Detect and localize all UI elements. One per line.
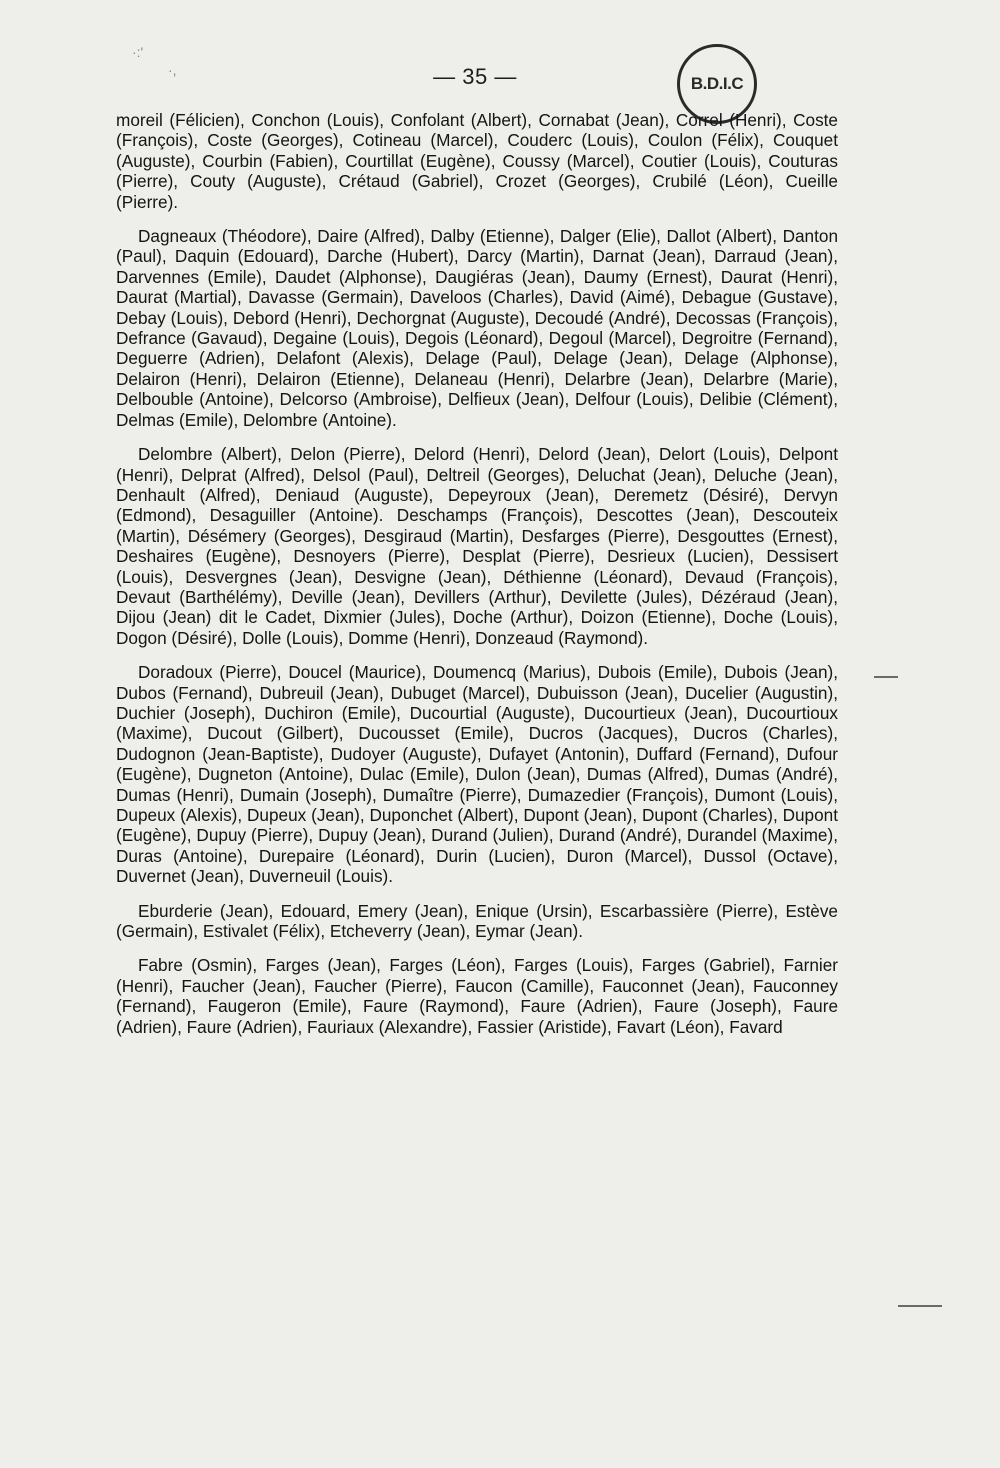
paragraph-c-names: moreil (Félicien), Conchon (Louis), Confolant (Albert), Cornabat (Jean), Correl (Henri), Coste (François), Coste (Georges), Cotineau (Marcel), Couderc (Louis), Coulon (Félix), Couquet (Auguste), Courbin (Fabien), Courtillat (Eugène), Coussy (Marcel), Coutier (Louis), Couturas (Pierre), Couty (Auguste), Crétaud (Gabriel), Crozet (Georges), Crubilé (Léon), Cueille (Pierre). bbox=[116, 110, 838, 212]
stamp-label: B.D.I.C bbox=[690, 74, 744, 93]
name-list bbox=[116, 110, 838, 1051]
scan-speck: ·:' bbox=[132, 44, 144, 60]
margin-mark bbox=[874, 676, 898, 678]
paragraph-f-names: Fabre (Osmin), Farges (Jean), Farges (Léon), Farges (Louis), Farges (Gabriel), Farnier (Henri), Faucher (Jean), Faucher (Pierre), Faucon (Camille), Fauconnet (Jean), Fauconney (Fernand), Faugeron (Emile), Faure (Raymond), Faure (Adrien), Faure (Joseph), Faure (Adrien), Faure (Adrien), Fauriaux (Alexandre), Fassier (Aristide), Favart (Léon), Favard bbox=[116, 955, 838, 1037]
page-header bbox=[0, 58, 1000, 98]
paragraph-del-don-names: Delombre (Albert), Delon (Pierre), Delord (Henri), Delord (Jean), Delort (Louis), Delpont (Henri), Delprat (Alfred), Delsol (Paul), Deltreil (Georges), Deluchat (Jean), Deluche (Jean), Denhault (Alfred), Deniaud (Auguste), Depeyroux (Jean), Deremetz (Désiré), Dervyn (Edmond), Desaguiller (Antoine). Deschamps (François), Descottes (Jean), Descouteix (Martin), Désémery (Georges), Desgiraud (Martin), Desfarges (Pierre), Desgouttes (Ernest), Deshaires (Eugène), Desnoyers (Pierre), Desplat (Pierre), Desrieux (Lucien), Dessisert (Louis), Desvergnes (Jean), Desvigne (Jean), Déthienne (Léonard), Devaud (François), Devaut (Barthélémy), Deville (Jean), Devillers (Arthur), Devilette (Jules), Dézéraud (Jean), Dijou (Jean) dit le Cadet, Dixmier (Jules), Doche (Arthur), Doizon (Etienne), Doche (Louis), Dogon (Désiré), Dolle (Louis), Domme (Henri), Donzeaud (Raymond). bbox=[116, 444, 838, 648]
page-number: — 35 — bbox=[433, 64, 517, 89]
scan-speck: ·, bbox=[168, 62, 177, 78]
margin-mark bbox=[898, 1305, 942, 1307]
paragraph-e-names: Eburderie (Jean), Edouard, Emery (Jean), Enique (Ursin), Escarbassière (Pierre), Estève (Germain), Estivalet (Félix), Etcheverry (Jean), Eymar (Jean). bbox=[116, 900, 838, 942]
paragraph-da-de-names: Dagneaux (Théodore), Daire (Alfred), Dalby (Etienne), Dalger (Elie), Dallot (Albert), Danton (Paul), Daquin (Edouard), Darche (Hubert), Darcy (Martin), Darnat (Jean), Darraud (Jean), Darvennes (Emile), Daudet (Alphonse), Daugiéras (Jean), Daumy (Ernest), Daurat (Henri), Daurat (Martial), Davasse (Germain), Daveloos (Charles), David (Aimé), Debague (Gustave), Debay (Louis), Debord (Henri), Dechorgnat (Auguste), Decoudé (André), Decossas (François), Defrance (Gavaud), Degaine (Louis), Degois (Léonard), Degoul (Marcel), Degroitre (Fernand), Deguerre (Adrien), Delafont (Alexis), Delage (Paul), Delage (Jean), Delage (Alphonse), Delairon (Henri), Delairon (Etienne), Delaneau (Henri), Delarbre (Jean), Delarbre (Marie), Delbouble (Antoine), Delcorso (Ambroise), Delfieux (Jean), Delfour (Louis), Delibie (Clément), Delmas (Emile), Delombre (Antoine). bbox=[116, 226, 838, 430]
paragraph-dor-duv-names: Doradoux (Pierre), Doucel (Maurice), Doumencq (Marius), Dubois (Emile), Dubois (Jean), Dubos (Fernand), Dubreuil (Jean), Dubuget (Marcel), Dubuisson (Jean), Ducelier (Augustin), Duchier (Joseph), Duchiron (Emile), Ducourtial (Auguste), Ducourtieux (Jean), Ducourtioux (Maxime), Ducout (Gilbert), Ducousset (Emile), Ducros (Jacques), Ducros (Charles), Dudognon (Jean-Baptiste), Dudoyer (Auguste), Dufayet (Antonin), Duffard (Fernand), Dufour (Eugène), Dugneton (Antoine), Dulac (Emile), Dulon (Jean), Dumas (Alfred), Dumas (André), Dumas (Henri), Dumain (Joseph), Dumaître (Pierre), Dumazedier (François), Dumont (Louis), Dupeux (Alexis), Dupeux (Jean), Duponchet (Albert), Dupont (Jean), Dupont (Charles), Dupont (Eugène), Dupuy (Pierre), Dupuy (Jean), Durand (Julien), Durand (André), Durandel (Maxime), Duras (Antoine), Durepaire (Léonard), Durin (Lucien), Duron (Marcel), Dussol (Octave), Duvernet (Jean), Duverneuil (Louis). bbox=[116, 662, 838, 887]
